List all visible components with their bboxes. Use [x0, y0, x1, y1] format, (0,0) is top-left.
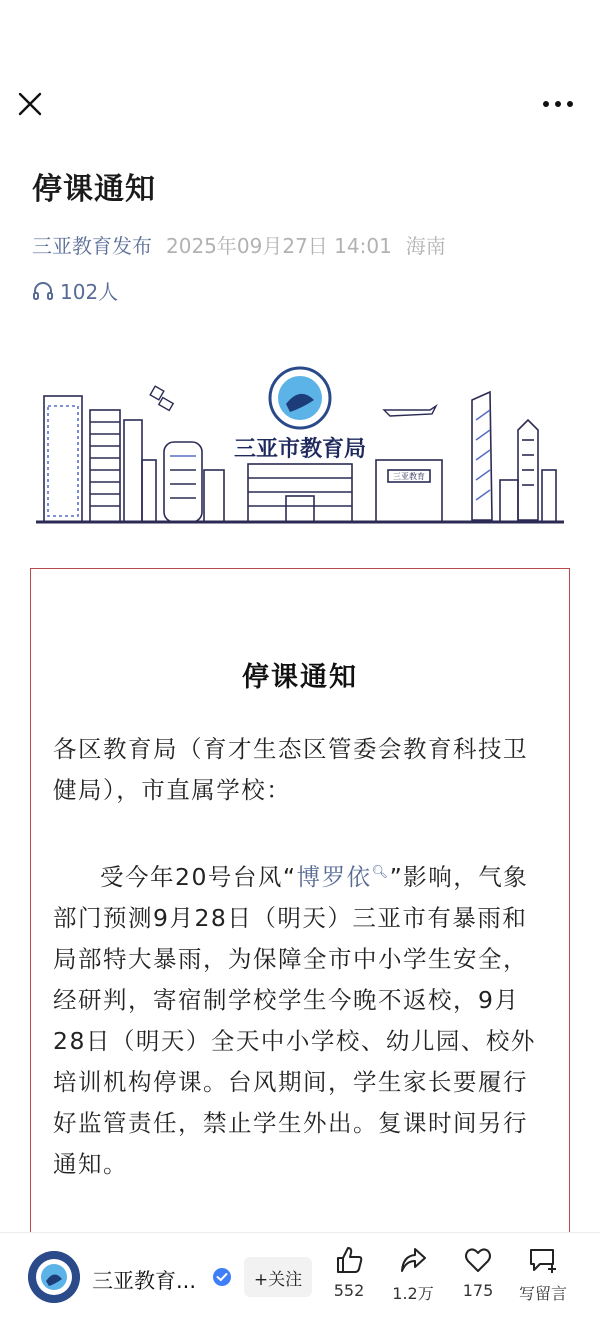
listener-count: 102人 [60, 280, 119, 304]
share-count: 1.2万 [392, 1284, 434, 1303]
headphones-icon [32, 280, 54, 302]
close-icon[interactable] [16, 90, 44, 118]
notice-body [53, 729, 547, 1226]
like-button[interactable] [314, 1245, 384, 1300]
typhoon-name-link[interactable] [297, 863, 390, 891]
notice-text-after: ”影响，气象部门预测9月28日（明天）三亚市有暴雨和局部特大暴雨，为保障全市中小学生安全，经研判，寄宿制学校学生今晚不返校，9月28日（明天）全天中小学校、幼儿园、校外培训机构停课。台风期间，学生家长要履行好监管责任，禁止学生外出。复课时间另行通知。 [53, 862, 536, 1178]
account-name[interactable]: 三亚教育... [92, 1269, 197, 1293]
share-icon [398, 1245, 428, 1275]
comment-icon [527, 1245, 559, 1275]
notice-title: 停课通知 [242, 662, 358, 693]
like-count: 552 [333, 1281, 365, 1300]
bottom-bar [0, 1232, 600, 1320]
favorite-button[interactable] [443, 1245, 513, 1300]
comment-label: 写留言 [518, 1284, 567, 1303]
notice-paragraph [53, 852, 547, 1185]
banner-org-name: 三亚市教育局 [233, 436, 367, 461]
notice-box [30, 568, 570, 1268]
article-title: 停课通知 [32, 172, 156, 207]
publish-date: 2025年09月27日 14:01 [166, 234, 392, 258]
favorite-count: 175 [462, 1281, 494, 1300]
verified-icon [212, 1267, 232, 1287]
banner-image [30, 360, 570, 530]
top-bar [0, 80, 600, 128]
article-meta [32, 230, 446, 259]
more-dots-icon[interactable] [540, 90, 576, 118]
comment-button[interactable] [508, 1245, 578, 1304]
thumbs-up-icon [334, 1245, 364, 1275]
avatar[interactable] [28, 1251, 80, 1303]
author-link[interactable]: 三亚教育发布 [32, 234, 152, 258]
share-button[interactable] [378, 1245, 448, 1304]
heart-icon [463, 1245, 493, 1275]
typhoon-name: 博罗依 [296, 862, 372, 891]
banner-sign-text: 三亚教育 [393, 472, 425, 481]
notice-text-before: 受今年20号台风“ [100, 862, 297, 891]
search-icon: 🔍︎ [371, 865, 390, 880]
follow-button[interactable]: +关注 [244, 1257, 312, 1297]
listen-button[interactable] [32, 276, 118, 305]
publish-region: 海南 [405, 234, 446, 258]
notice-greeting: 各区教育局（育才生态区管委会教育科技卫健局），市直属学校： [53, 735, 528, 804]
